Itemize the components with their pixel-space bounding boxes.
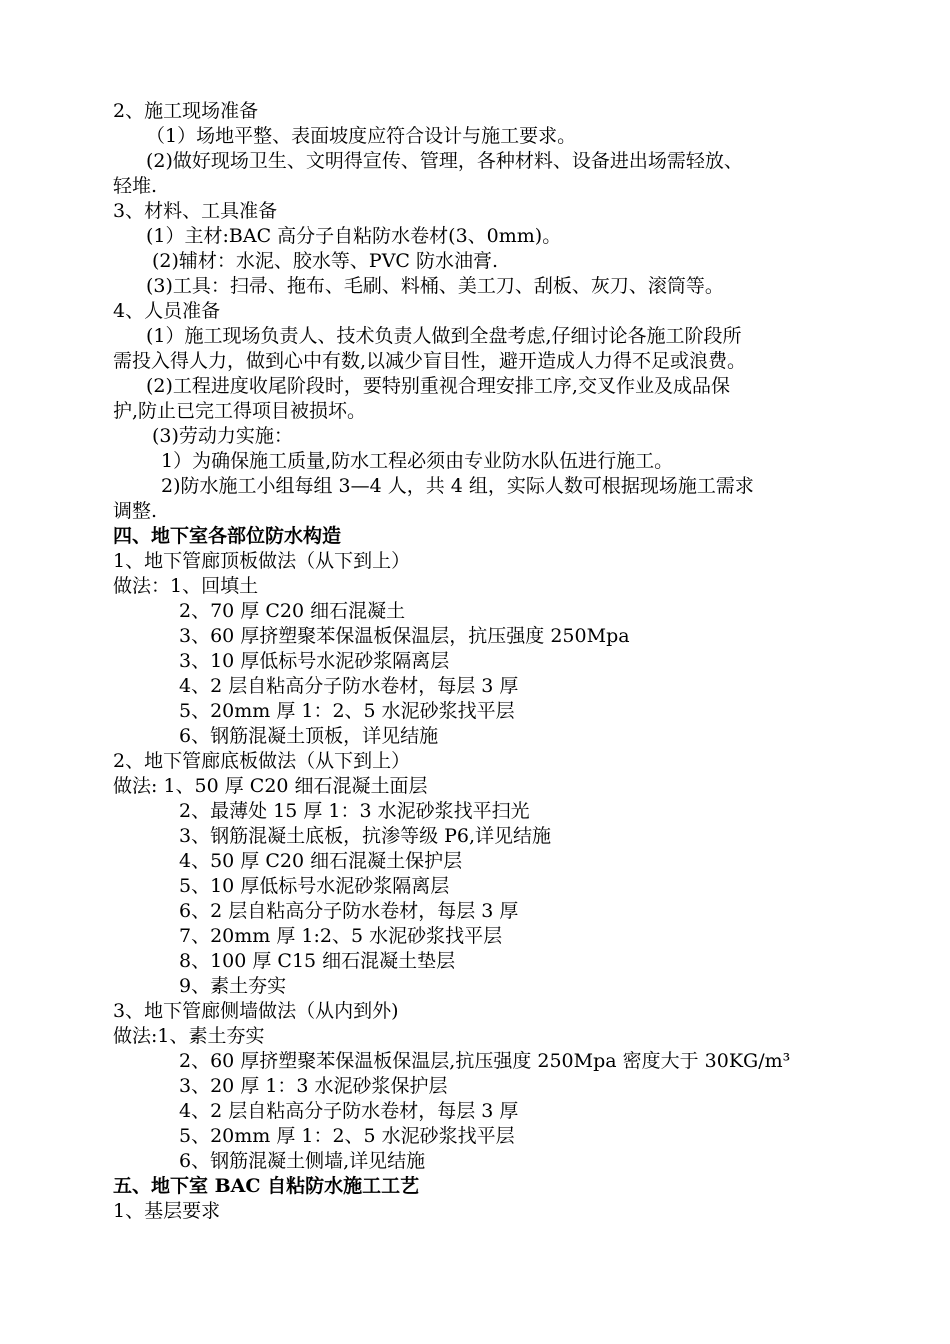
list-item: 8、100 厚 C15 细石混凝土垫层 <box>179 950 456 972</box>
paragraph-line: (2)工程进度收尾阶段时，要特别重视合理安排工序,交叉作业及成品保 <box>146 375 730 397</box>
section-heading: 2、地下管廊底板做法（从下到上） <box>113 750 411 772</box>
section-heading: 3、地下管廊侧墙做法（从内到外) <box>113 1000 399 1022</box>
list-item: 9、素土夯实 <box>179 975 287 997</box>
list-item: 3、20 厚 1：3 水泥砂浆保护层 <box>179 1075 448 1097</box>
method-line: 做法:1、素土夯实 <box>113 1025 265 1047</box>
list-item: 2、最薄处 15 厚 1：3 水泥砂浆找平扫光 <box>179 800 530 822</box>
section-heading: 4、人员准备 <box>113 300 221 322</box>
paragraph-line: (2)做好现场卫生、文明得宣传、管理，各种材料、设备进出场需轻放、 <box>146 150 743 172</box>
list-item: 3、60 厚挤塑聚苯保温板保温层，抗压强度 250Mpa <box>179 625 630 647</box>
list-item: 5、10 厚低标号水泥砂浆隔离层 <box>179 875 450 897</box>
paragraph-line: 2)防水施工小组每组 3—4 人，共 4 组，实际人数可根据现场施工需求 <box>161 475 754 497</box>
method-line: 做法：1、回填土 <box>113 575 259 597</box>
section-heading: 2、施工现场准备 <box>113 100 259 122</box>
list-item: 5、20mm 厚 1：2、5 水泥砂浆找平层 <box>179 1125 515 1147</box>
paragraph-line: 1）为确保施工质量,防水工程必须由专业防水队伍进行施工。 <box>161 450 674 472</box>
paragraph-line: 调整. <box>113 500 158 522</box>
section-heading: 1、基层要求 <box>113 1200 221 1222</box>
paragraph-line: (3)劳动力实施： <box>152 425 293 447</box>
method-line: 做法: 1、50 厚 C20 细石混凝土面层 <box>113 775 428 797</box>
section-heading: 1、地下管廊顶板做法（从下到上） <box>113 550 411 572</box>
list-item: 4、2 层自粘高分子防水卷材，每层 3 厚 <box>179 675 519 697</box>
section-heading: 3、材料、工具准备 <box>113 200 278 222</box>
chapter-heading: 五、地下室 BAC 自粘防水施工工艺 <box>113 1175 420 1197</box>
list-item: 5、20mm 厚 1：2、5 水泥砂浆找平层 <box>179 700 515 722</box>
paragraph-line: (1）施工现场负责人、技术负责人做到全盘考虑,仔细讨论各施工阶段所 <box>146 325 742 347</box>
paragraph-line: (1）主材:BAC 高分子自粘防水卷材(3、0mm)。 <box>146 225 562 247</box>
list-item: 2、60 厚挤塑聚苯保温板保温层,抗压强度 250Mpa 密度大于 30KG/m³ <box>179 1050 791 1072</box>
paragraph-line: (3)工具：扫帚、拖布、毛刷、料桶、美工刀、刮板、灰刀、滚筒等。 <box>146 275 724 297</box>
paragraph-line: 需投入得人力，做到心中有数,以减少盲目性，避开造成人力得不足或浪费。 <box>113 350 747 372</box>
paragraph-line: （1）场地平整、表面坡度应符合设计与施工要求。 <box>146 125 577 147</box>
paragraph-line: (2)辅材：水泥、胶水等、PVC 防水油膏. <box>152 250 499 272</box>
paragraph-line: 护,防止已完工得项目被损坏。 <box>113 400 367 422</box>
list-item: 2、70 厚 C20 细石混凝土 <box>179 600 406 622</box>
paragraph-line: 轻堆. <box>113 175 158 197</box>
chapter-heading: 四、地下室各部位防水构造 <box>113 525 342 547</box>
list-item: 3、钢筋混凝土底板，抗渗等级 P6,详见结施 <box>179 825 552 847</box>
list-item: 6、2 层自粘高分子防水卷材，每层 3 厚 <box>179 900 519 922</box>
list-item: 4、50 厚 C20 细石混凝土保护层 <box>179 850 463 872</box>
list-item: 4、2 层自粘高分子防水卷材，每层 3 厚 <box>179 1100 519 1122</box>
list-item: 3、10 厚低标号水泥砂浆隔离层 <box>179 650 450 672</box>
list-item: 7、20mm 厚 1:2、5 水泥砂浆找平层 <box>179 925 503 947</box>
list-item: 6、钢筋混凝土侧墙,详见结施 <box>179 1150 426 1172</box>
list-item: 6、钢筋混凝土顶板，详见结施 <box>179 725 439 747</box>
